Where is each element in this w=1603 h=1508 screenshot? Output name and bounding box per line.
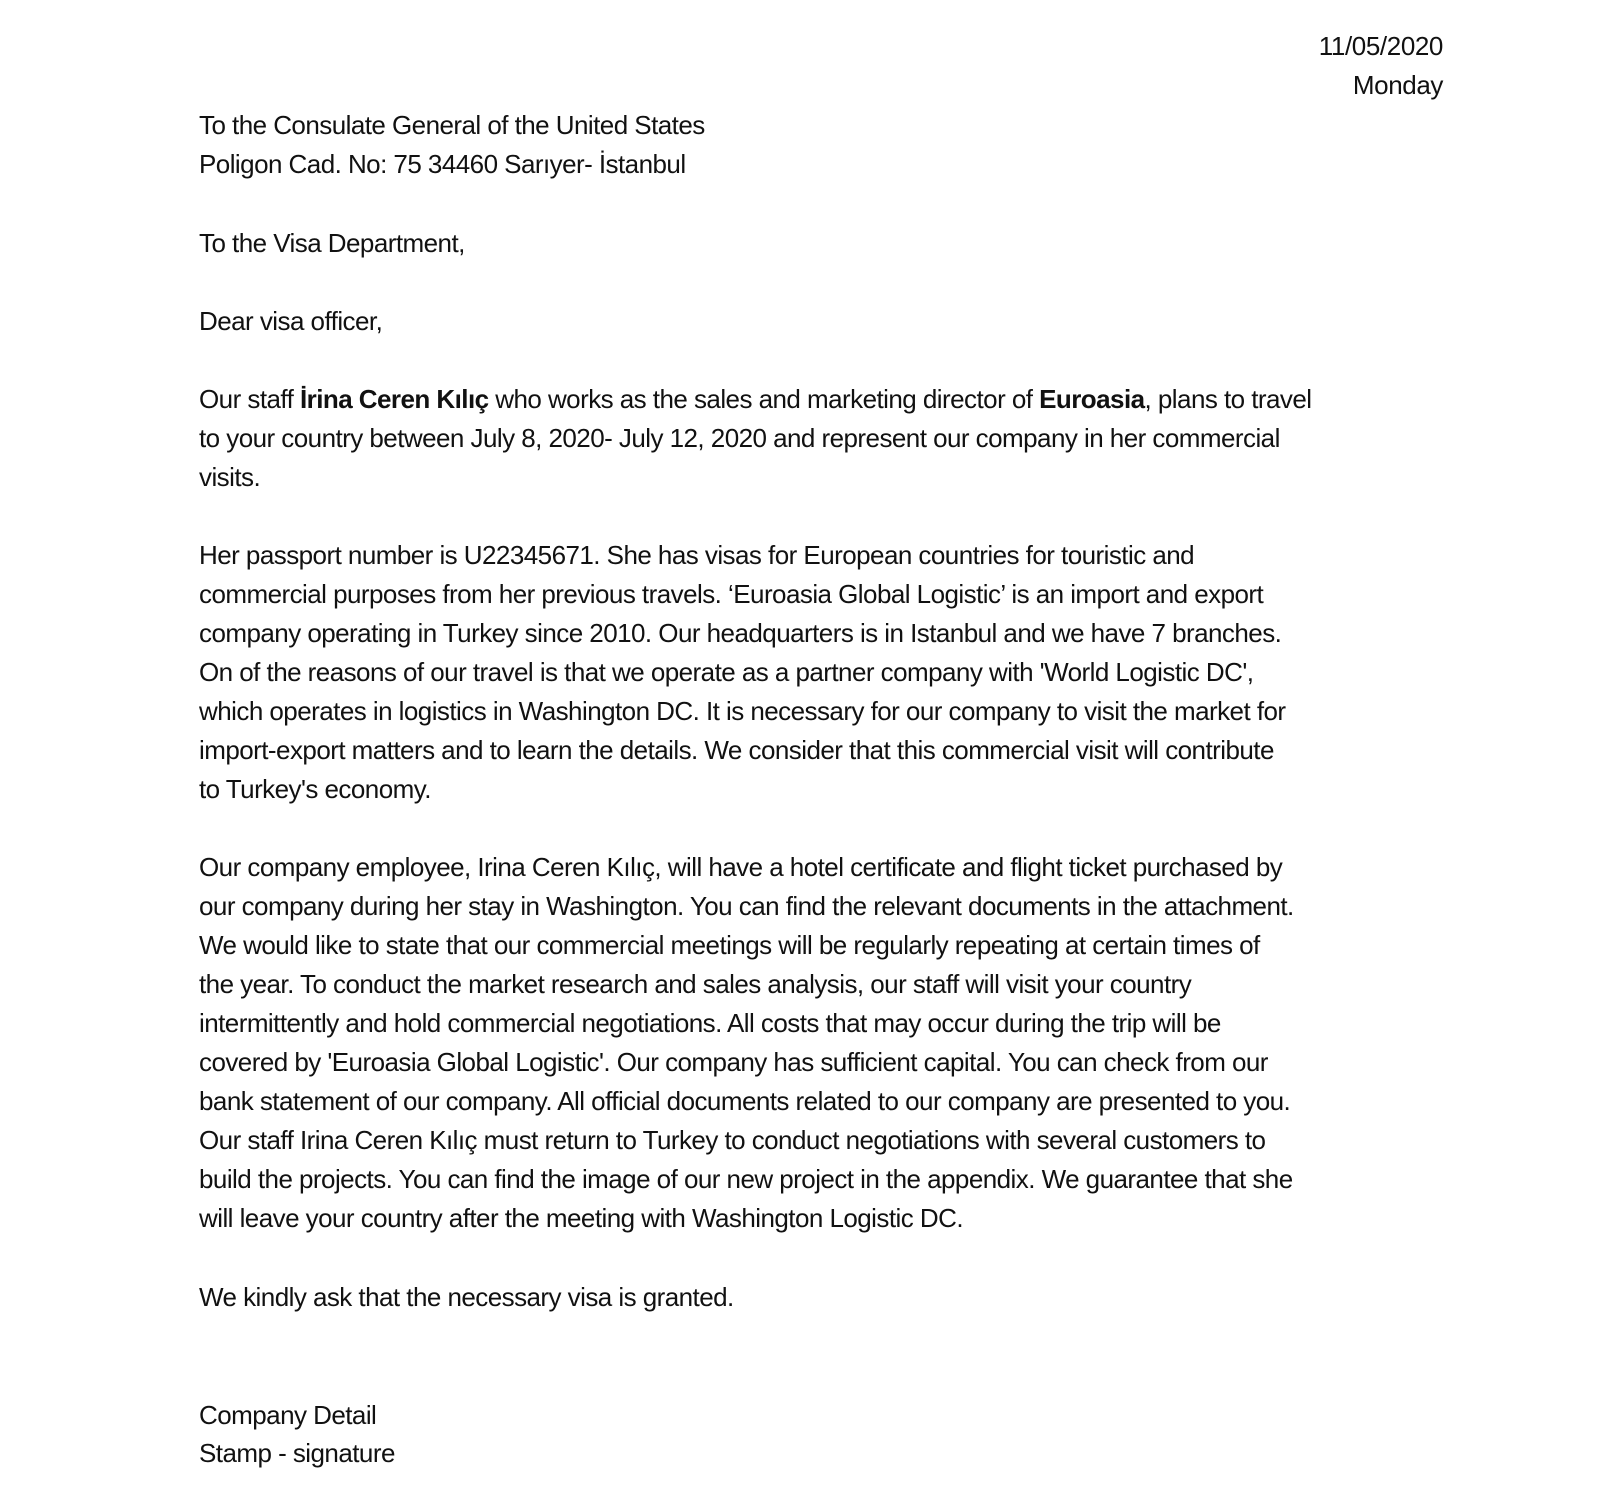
signature-company-detail: Company Detail bbox=[199, 1400, 377, 1430]
letter-date: 11/05/2020 bbox=[1318, 31, 1443, 61]
paragraph-2-line: commercial purposes from her previous travels. ‘Euroasia Global Logistic’ is an import and export bbox=[199, 579, 1264, 609]
paragraph-3-line: Our staff Irina Ceren Kılıç must return to Turkey to conduct negotiations with several customers to bbox=[199, 1125, 1266, 1155]
paragraph-3-line: the year. To conduct the market research and sales analysis, our staff will visit your country bbox=[199, 969, 1192, 999]
paragraph-2-line: import-export matters and to learn the details. We consider that this commercial visit will contribute bbox=[199, 735, 1274, 765]
paragraph-3-line: covered by 'Euroasia Global Logistic'. Our company has sufficient capital. You can check from our bbox=[199, 1047, 1268, 1077]
paragraph-2-line: company operating in Turkey since 2010. Our headquarters is in Istanbul and we have 7 branches. bbox=[199, 618, 1282, 648]
paragraph-1-line-3: visits. bbox=[199, 462, 261, 492]
paragraph-3-line: bank statement of our company. All official documents related to our company are presented to you. bbox=[199, 1086, 1291, 1116]
paragraph-3-line: intermittently and hold commercial negotiations. All costs that may occur during the trip will be bbox=[199, 1008, 1221, 1038]
employee-name: İrina Ceren Kılıç bbox=[299, 384, 489, 414]
paragraph-3-line: our company during her stay in Washington. You can find the relevant documents in the attachment. bbox=[199, 891, 1294, 921]
recipient-address: Poligon Cad. No: 75 34460 Sarıyer- İstanbul bbox=[199, 149, 686, 179]
paragraph-1-line-1 bbox=[199, 380, 1312, 419]
closing-line: We kindly ask that the necessary visa is granted. bbox=[199, 1282, 734, 1312]
text-run: who works as the sales and marketing director of bbox=[488, 384, 1040, 414]
paragraph-3-line: Our company employee, Irina Ceren Kılıç, will have a hotel certificate and flight ticket purchased by bbox=[199, 852, 1283, 882]
department-line: To the Visa Department, bbox=[199, 228, 465, 258]
paragraph-3-line: will leave your country after the meeting with Washington Logistic DC. bbox=[199, 1203, 964, 1233]
letter-weekday: Monday bbox=[1352, 70, 1443, 100]
text-run: , plans to travel bbox=[1144, 384, 1312, 414]
paragraph-2-line: On of the reasons of our travel is that we operate as a partner company with 'World Logistic DC', bbox=[199, 657, 1254, 687]
paragraph-3-line: build the projects. You can find the image of our new project in the appendix. We guarantee that she bbox=[199, 1164, 1293, 1194]
paragraph-2-line: which operates in logistics in Washington DC. It is necessary for our company to visit the market for bbox=[199, 696, 1286, 726]
company-name: Euroasia bbox=[1039, 384, 1145, 414]
recipient-line-1: To the Consulate General of the United States bbox=[199, 110, 705, 140]
paragraph-2-line: to Turkey's economy. bbox=[199, 774, 431, 804]
paragraph-2-line: Her passport number is U22345671. She has visas for European countries for touristic and bbox=[199, 540, 1195, 570]
signature-stamp: Stamp - signature bbox=[199, 1438, 395, 1468]
paragraph-1-line-2: to your country between July 8, 2020- July 12, 2020 and represent our company in her commercial bbox=[199, 423, 1280, 453]
salutation: Dear visa officer, bbox=[199, 306, 383, 336]
paragraph-3-line: We would like to state that our commercial meetings will be regularly repeating at certain times of bbox=[199, 930, 1260, 960]
text-run: Our staff bbox=[199, 384, 300, 414]
